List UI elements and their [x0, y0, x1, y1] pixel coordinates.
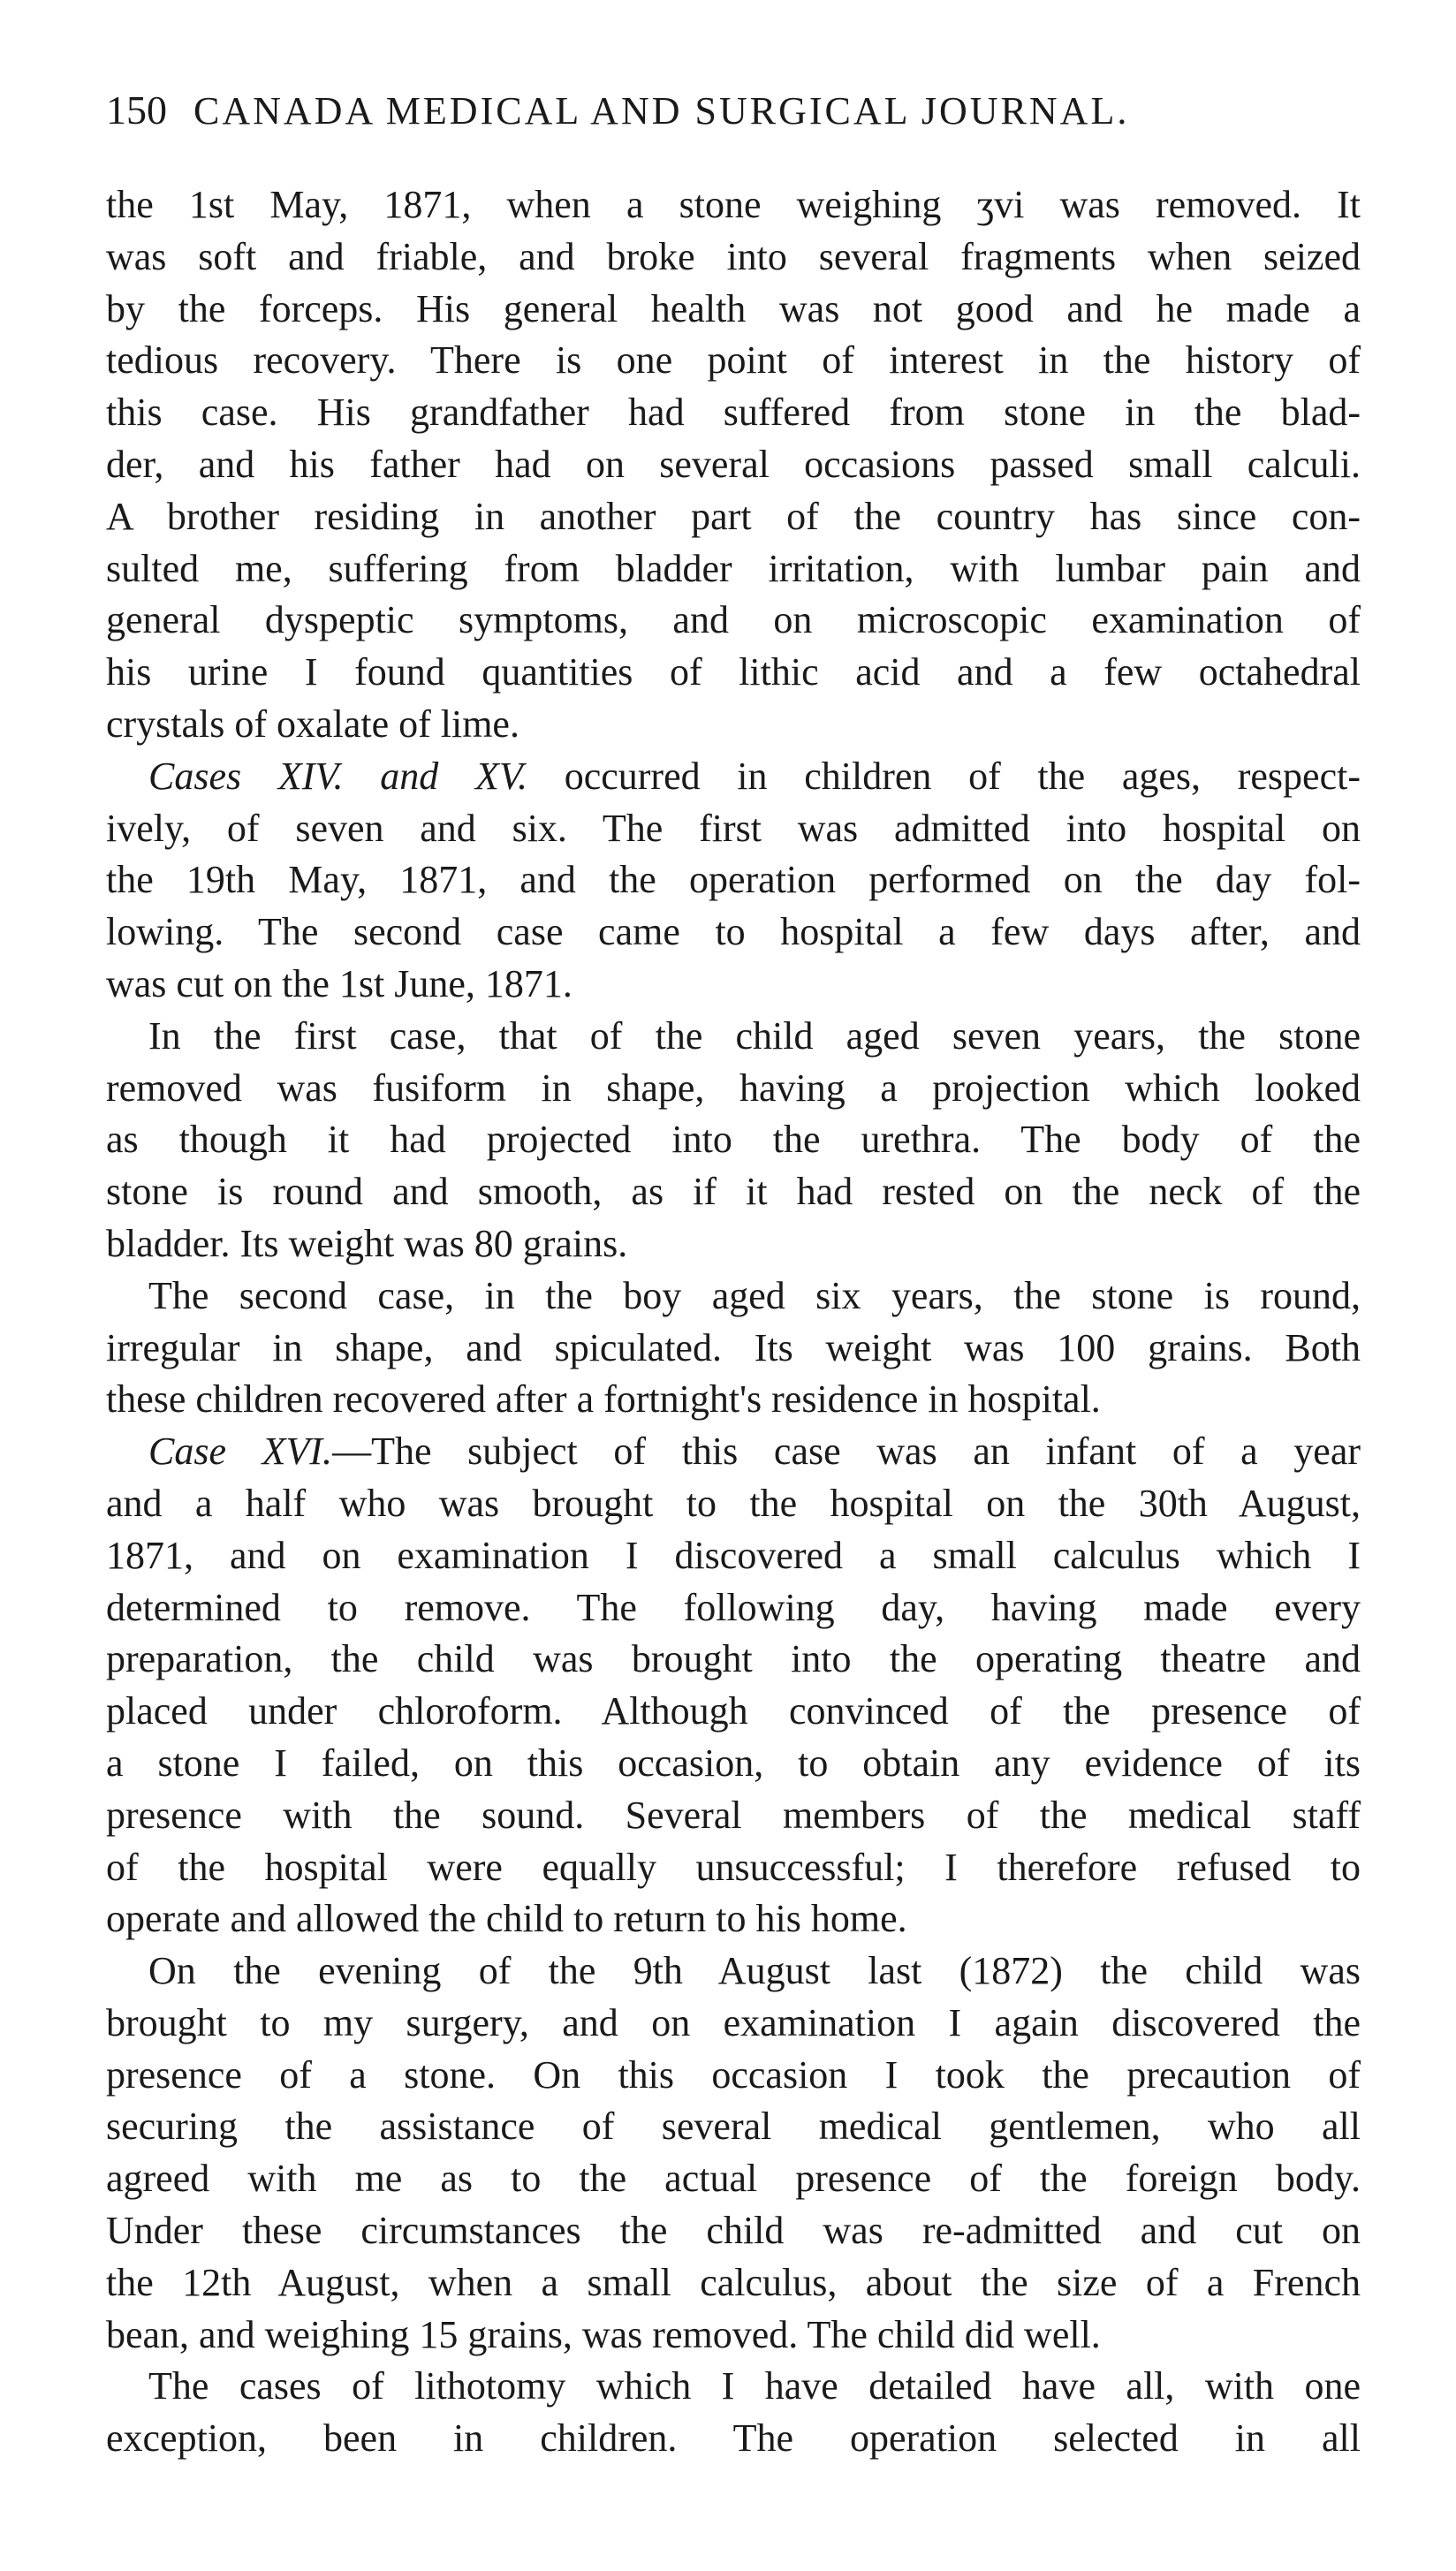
article-body [106, 179, 1361, 2465]
text-line [106, 335, 1361, 387]
paragraph [106, 1426, 1361, 1945]
line-text: the 19th May, 1871, and the operation performed on the day fol- [106, 858, 1361, 902]
text-line [106, 231, 1361, 284]
line-text: operate and allowed the child to return to his home. [106, 1897, 907, 1941]
text-line [106, 491, 1361, 543]
line-text: —The subject of this case was an infant of a year [332, 1430, 1361, 1474]
line-text: On the evening of the 9th August last (1872) the child was [148, 1949, 1361, 1993]
text-line [106, 1063, 1361, 1115]
line-text: securing the assistance of several medical gentlemen, who all [106, 2105, 1361, 2149]
line-text: removed was fusiform in shape, having a projection which looked [106, 1066, 1361, 1110]
line-text: presence of a stone. On this occasion I took the precaution of [106, 2052, 1361, 2097]
line-text: was cut on the 1st June, 1871. [106, 961, 573, 1005]
text-line [106, 1582, 1361, 1634]
text-line [106, 699, 1361, 751]
text-line [106, 439, 1361, 491]
line-text: bladder. Its weight was 80 grains. [106, 1221, 628, 1265]
text-line [106, 1893, 1361, 1945]
line-text: of the hospital were equally unsuccessful; I therefore refused to [106, 1845, 1361, 1889]
paragraph [106, 2361, 1361, 2465]
line-text: der, and his father had on several occasions passed small calculi. [106, 442, 1361, 486]
text-line [106, 1478, 1361, 1530]
line-text: A brother residing in another part of the country has since con- [106, 494, 1361, 538]
case-heading: Case XVI. [148, 1430, 333, 1474]
text-line [106, 2257, 1361, 2309]
line-text: a stone I failed, on this occasion, to obtain any evidence of its [106, 1741, 1361, 1785]
line-text: exception, been in children. The operation selected in all [106, 2416, 1361, 2461]
line-text: lowing. The second case came to hospital a few days after, and [106, 910, 1361, 954]
text-line [106, 1945, 1361, 1998]
text-line [106, 179, 1361, 231]
paragraph [106, 751, 1361, 1011]
text-line [106, 2361, 1361, 2413]
text-line [106, 647, 1361, 699]
text-line [106, 1166, 1361, 1218]
text-line [106, 803, 1361, 855]
text-line [106, 595, 1361, 647]
line-text: brought to my surgery, and on examination I again discovered the [106, 2000, 1361, 2044]
line-text: stone is round and smooth, as if it had rested on the neck of the [106, 1170, 1361, 1214]
line-text: tedious recovery. There is one point of interest in the history of [106, 338, 1361, 383]
line-text: preparation, the child was brought into the operating theatre and [106, 1637, 1361, 1681]
line-text: placed under chloroform. Although convinced of the presence of [106, 1689, 1361, 1733]
line-text: irregular in shape, and spiculated. Its weight was 100 grains. Both [106, 1325, 1361, 1369]
text-line [106, 1011, 1361, 1063]
line-text: presence with the sound. Several members of the medical staff [106, 1793, 1361, 1837]
line-text: was soft and friable, and broke into several fragments when seized [106, 234, 1361, 278]
line-text: the 1st May, 1871, when a stone weighing ʒvi was removed. It [106, 183, 1361, 226]
line-text: the 12th August, when a small calculus, about the size of a French [106, 2260, 1361, 2304]
paragraph [106, 1945, 1361, 2361]
text-line [106, 2153, 1361, 2205]
line-text: as though it had projected into the urethra. The body of the [106, 1118, 1361, 1162]
text-line [106, 1998, 1361, 2050]
case-heading: Cases XIV. and XV. [148, 754, 528, 798]
text-line [106, 1634, 1361, 1686]
text-line [106, 2050, 1361, 2102]
line-text: general dyspeptic symptoms, and on microscopic examination of [106, 598, 1361, 642]
text-line [106, 1114, 1361, 1166]
text-line [106, 387, 1361, 439]
running-head [106, 84, 1361, 137]
paragraph [106, 179, 1361, 751]
line-text: In the first case, that of the child aged seven years, the stone [148, 1013, 1361, 1058]
text-line [106, 2101, 1361, 2153]
text-line [106, 1270, 1361, 1323]
page-number: 150 [106, 87, 167, 133]
line-text: this case. His grandfather had suffered from stone in the blad- [106, 391, 1361, 435]
line-text: and a half who was brought to the hospital on the 30th August, [106, 1481, 1361, 1525]
line-text: these children recovered after a fortnight's residence in hospital. [106, 1377, 1101, 1422]
paragraph [106, 1270, 1361, 1426]
text-line [106, 906, 1361, 959]
line-text: sulted me, suffering from bladder irritation, with lumbar pain and [106, 546, 1361, 590]
line-text: occurred in children of the ages, respect- [527, 754, 1361, 798]
text-line [106, 1790, 1361, 1842]
line-text: 1871, and on examination I discovered a small calculus which I [106, 1533, 1361, 1577]
line-text: agreed with me as to the actual presence of the foreign body. [106, 2157, 1361, 2201]
text-line [106, 284, 1361, 336]
paragraph [106, 1011, 1361, 1270]
text-line [106, 959, 1361, 1011]
text-line [106, 2309, 1361, 2362]
line-text: by the forceps. His general health was not good and he made a [106, 286, 1361, 330]
text-line [106, 1530, 1361, 1582]
journal-title: CANADA MEDICAL AND SURGICAL JOURNAL. [193, 89, 1130, 133]
line-text: bean, and weighing 15 grains, was removed. The child did well. [106, 2312, 1101, 2356]
text-line [106, 1374, 1361, 1426]
line-text: determined to remove. The following day, having made every [106, 1585, 1361, 1629]
line-text: his urine I found quantities of lithic acid and a few octahedral [106, 650, 1361, 694]
text-line [106, 1686, 1361, 1738]
line-text: crystals of oxalate of lime. [106, 702, 519, 746]
text-line [106, 1323, 1361, 1375]
text-line [106, 854, 1361, 906]
line-text: The cases of lithotomy which I have detailed have all, with one [148, 2364, 1361, 2408]
line-text: ively, of seven and six. The first was admitted into hospital on [106, 806, 1361, 850]
line-text: Under these circumstances the child was re-admitted and cut on [106, 2209, 1361, 2253]
text-line [106, 1218, 1361, 1270]
text-line [106, 751, 1361, 803]
text-line [106, 1842, 1361, 1894]
text-line [106, 1426, 1361, 1478]
text-line [106, 1738, 1361, 1790]
line-text: The second case, in the boy aged six years, the stone is round, [148, 1273, 1361, 1317]
journal-page [106, 84, 1361, 2465]
text-line [106, 2413, 1361, 2465]
text-line [106, 2205, 1361, 2257]
text-line [106, 543, 1361, 595]
